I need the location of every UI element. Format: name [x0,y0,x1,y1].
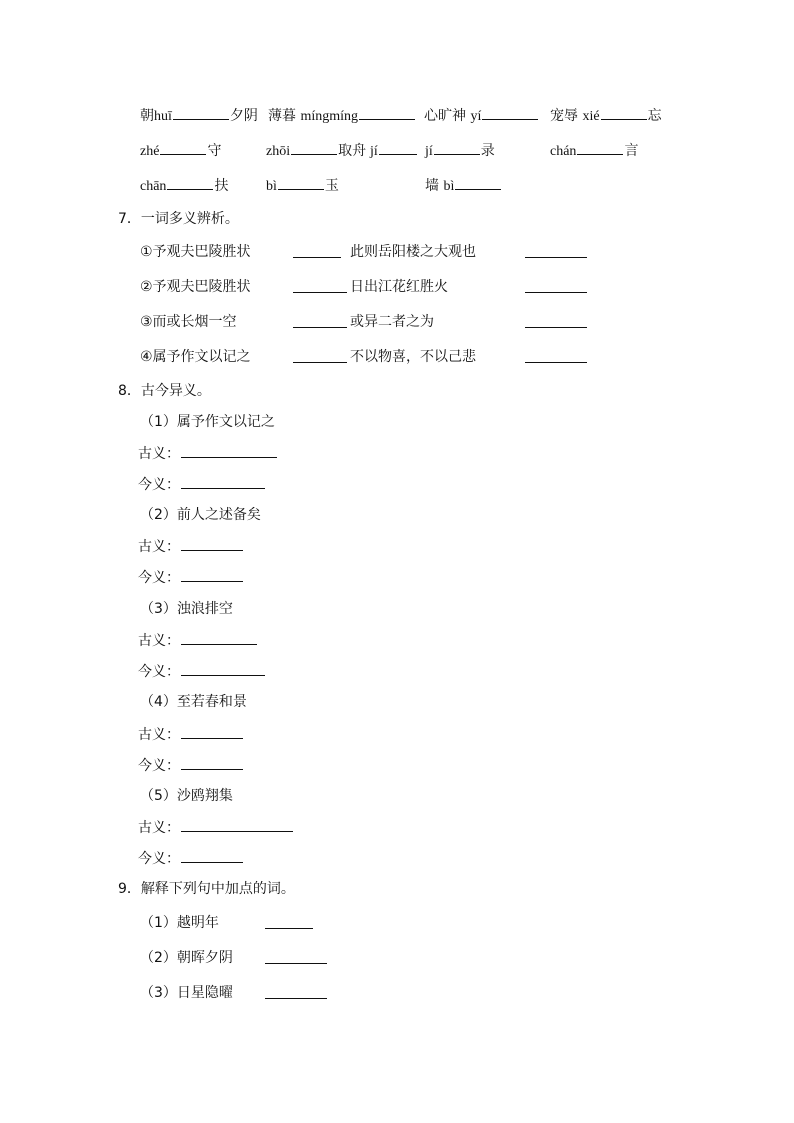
ancient-meaning-label: 古义： [138,537,244,556]
answer-blank[interactable] [160,141,206,155]
answer-blank[interactable] [525,244,587,258]
modern-meaning-label: 今义： [138,756,244,775]
pinyin-row-1 [140,106,258,126]
q8-item-2: （2）前人之述备矣 [140,507,261,523]
answer-blank[interactable] [379,141,417,155]
answer-blank[interactable] [181,818,293,832]
q9-item-1: （1）越明年 [140,915,219,931]
pinyin-item: chān 扶 [140,178,229,194]
pinyin-item: 朝huī 夕阴 [140,108,258,124]
pinyin-item: 心旷神 yí [424,106,539,126]
q7-row-2-a: ②予观夫巴陵胜状 [140,279,251,295]
answer-blank[interactable] [265,950,327,964]
question-7-title: 7．一词多义辨析。 [118,211,239,227]
answer-blank[interactable] [181,631,257,645]
q7-row-1-b: 此则岳阳楼之大观也 [350,244,476,260]
answer-blank[interactable] [525,314,587,328]
pinyin-item: zhé 守 [140,143,222,159]
answer-blank[interactable] [434,141,480,155]
q7-row-3-a: ③而或长烟一空 [140,314,237,330]
modern-meaning-label: 今义： [138,568,244,587]
question-8-title: 8．古今异义。 [118,383,211,399]
answer-blank[interactable] [181,475,265,489]
answer-blank[interactable] [167,176,213,190]
answer-blank[interactable] [455,176,501,190]
answer-blank[interactable] [293,244,341,258]
ancient-meaning-label: 古义： [138,818,294,837]
q8-item-3: （3）浊浪排空 [140,601,233,617]
answer-blank[interactable] [181,568,243,582]
answer-blank[interactable] [173,106,229,120]
pinyin-item: jí 录 [425,143,495,159]
answer-blank[interactable] [181,849,243,863]
q7-row-3-b: 或异二者之为 [350,314,434,330]
q9-item-2: （2）朝晖夕阴 [140,950,233,966]
q9-item-3: （3）日星隐曜 [140,985,233,1001]
answer-blank[interactable] [525,349,587,363]
ancient-meaning-label: 古义： [138,444,278,463]
answer-blank[interactable] [291,141,337,155]
answer-blank[interactable] [359,106,415,120]
pinyin-item: bì 玉 [266,178,339,194]
question-9-title: 9．解释下列句中加点的词。 [118,881,295,897]
ancient-meaning-label: 古义： [138,725,244,744]
q7-row-4-b: 不以物喜，不以己悲 [350,349,476,365]
answer-blank[interactable] [293,279,347,293]
q7-row-2-b: 日出江花红胜火 [350,279,448,295]
q7-row-4-a: ④属予作文以记之 [140,349,251,365]
answer-blank[interactable] [181,444,277,458]
answer-blank[interactable] [278,176,324,190]
answer-blank[interactable] [181,662,265,676]
pinyin-item: jí [370,141,418,161]
answer-blank[interactable] [265,915,313,929]
answer-blank[interactable] [181,537,243,551]
answer-blank[interactable] [181,756,243,770]
pinyin-item: zhōi 取舟 [266,143,367,159]
answer-blank[interactable] [482,106,538,120]
pinyin-item: 薄暮 míngmíng [268,106,416,126]
answer-blank[interactable] [181,725,243,739]
answer-blank[interactable] [577,141,623,155]
answer-blank[interactable] [293,314,347,328]
pinyin-item: chán 言 [550,143,639,159]
modern-meaning-label: 今义： [138,475,266,494]
ancient-meaning-label: 古义： [138,631,258,650]
q8-item-5: （5）沙鸥翔集 [140,788,233,804]
pinyin-item: 宠辱 xié 忘 [550,108,662,124]
q8-item-4: （4）至若春和景 [140,694,247,710]
modern-meaning-label: 今义： [138,849,244,868]
pinyin-item: 墙 bì [425,176,502,196]
answer-blank[interactable] [525,279,587,293]
q8-item-1: （1）属予作文以记之 [140,414,275,430]
answer-blank[interactable] [293,349,347,363]
answer-blank[interactable] [601,106,647,120]
modern-meaning-label: 今义： [138,662,266,681]
q7-row-1-a: ①予观夫巴陵胜状 [140,244,251,260]
answer-blank[interactable] [265,985,327,999]
